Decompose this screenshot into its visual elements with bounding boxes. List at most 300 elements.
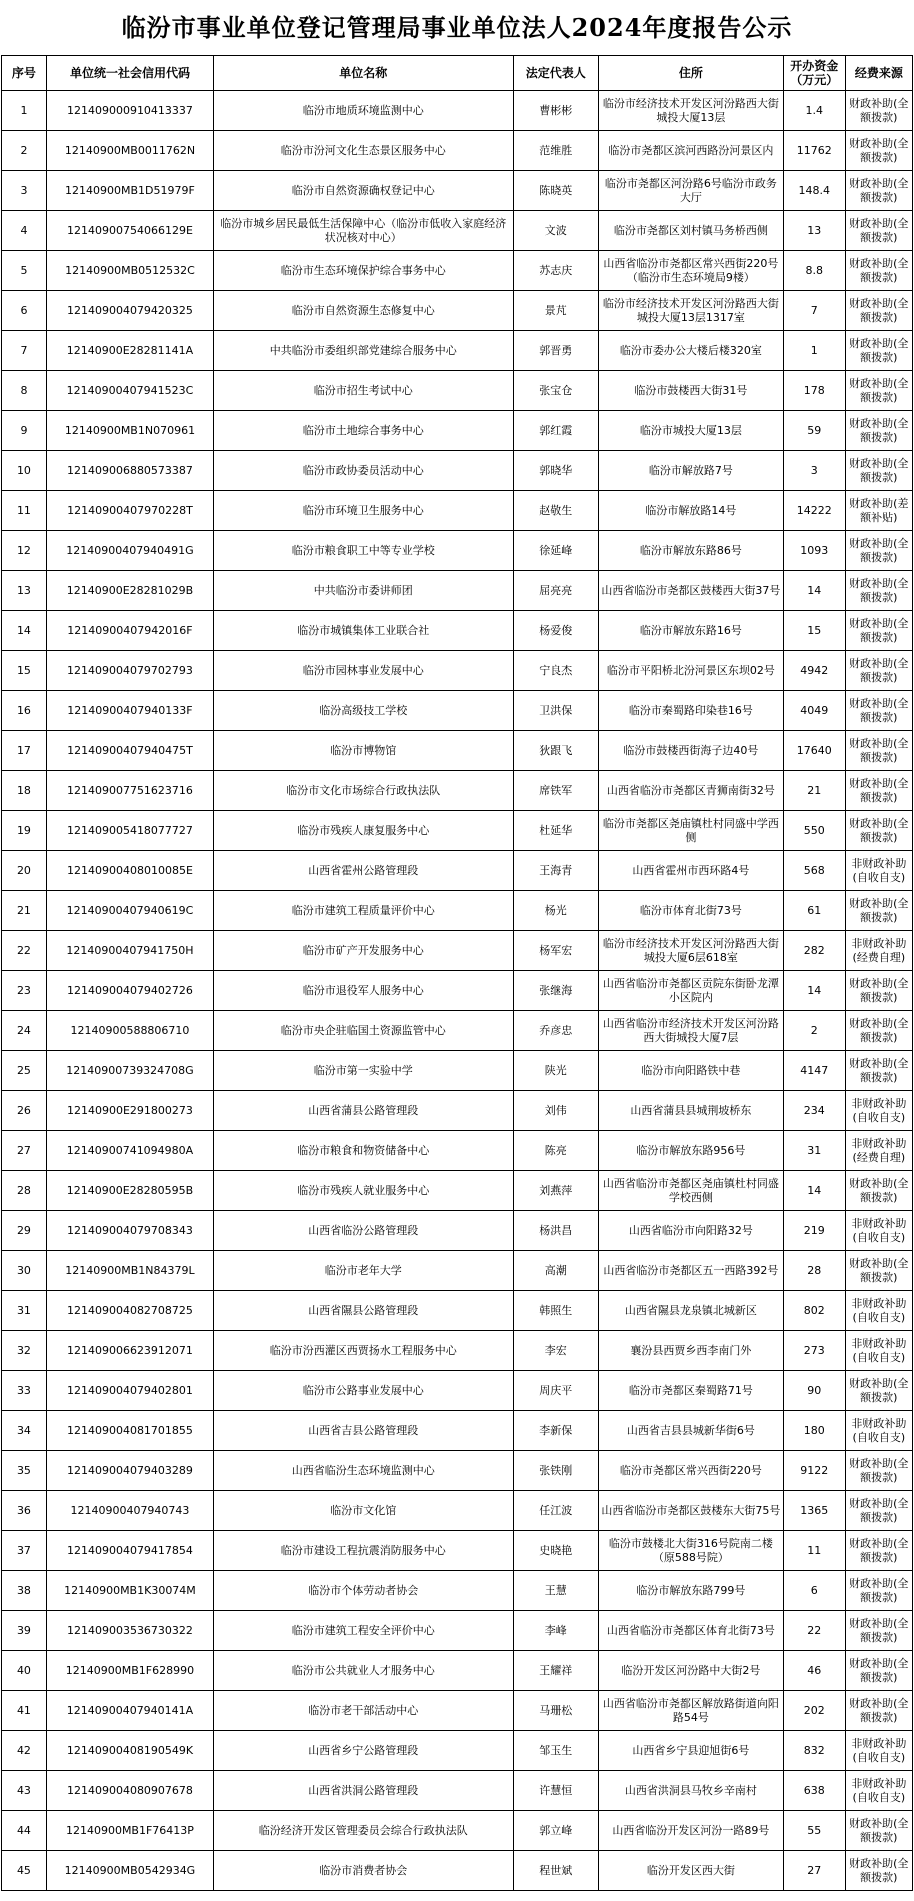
cell-name: 临汾市政协委员活动中心	[214, 451, 514, 491]
cell-type: 财政补助(全额拨款)	[845, 1051, 912, 1091]
cell-no: 9	[2, 411, 47, 451]
table-row	[2, 1171, 913, 1211]
cell-type: 财政补助(全额拨款)	[845, 251, 912, 291]
cell-no: 18	[2, 771, 47, 811]
cell-code: 12140900407941750H	[46, 931, 213, 971]
cell-addr: 临汾市经济技术开发区河汾路西大街城投大厦6层618室	[598, 931, 783, 971]
cell-fund: 219	[783, 1211, 845, 1251]
cell-type: 财政补助(全额拨款)	[845, 1611, 912, 1651]
cell-type: 财政补助(全额拨款)	[845, 571, 912, 611]
cell-fund: 832	[783, 1731, 845, 1771]
cell-code: 12140900MB1F628990	[46, 1651, 213, 1691]
cell-name: 临汾市残疾人康复服务中心	[214, 811, 514, 851]
table-row	[2, 1571, 913, 1611]
cell-code: 12140900408010085E	[46, 851, 213, 891]
cell-addr: 山西省临汾市向阳路32号	[598, 1211, 783, 1251]
cell-no: 32	[2, 1331, 47, 1371]
cell-code: 12140900739324708G	[46, 1051, 213, 1091]
cell-addr: 山西省临汾市尧都区解放路街道向阳路54号	[598, 1691, 783, 1731]
cell-fund: 14	[783, 1171, 845, 1211]
cell-code: 12140900E28281141A	[46, 331, 213, 371]
cell-type: 财政补助(全额拨款)	[845, 971, 912, 1011]
cell-rep: 郭红霞	[513, 411, 598, 451]
cell-no: 34	[2, 1411, 47, 1451]
cell-rep: 宁良杰	[513, 651, 598, 691]
cell-type: 非财政补助(自收自支)	[845, 1211, 912, 1251]
cell-no: 14	[2, 611, 47, 651]
header-no: 序号	[2, 56, 47, 91]
cell-rep: 屈亮亮	[513, 571, 598, 611]
cell-fund: 1093	[783, 531, 845, 571]
cell-no: 16	[2, 691, 47, 731]
cell-no: 4	[2, 211, 47, 251]
cell-rep: 李新保	[513, 1411, 598, 1451]
cell-no: 11	[2, 491, 47, 531]
cell-rep: 周庆平	[513, 1371, 598, 1411]
cell-name: 临汾市园林事业发展中心	[214, 651, 514, 691]
cell-fund: 273	[783, 1331, 845, 1371]
cell-code: 121409004082708725	[46, 1291, 213, 1331]
cell-fund: 1365	[783, 1491, 845, 1531]
cell-addr: 临汾市尧都区尧庙镇杜村同盛中学西侧	[598, 811, 783, 851]
cell-type: 非财政补助(自收自支)	[845, 1411, 912, 1451]
cell-rep: 狄跟飞	[513, 731, 598, 771]
cell-rep: 赵敬生	[513, 491, 598, 531]
cell-type: 财政补助(全额拨款)	[845, 891, 912, 931]
cell-name: 山西省霍州公路管理段	[214, 851, 514, 891]
cell-type: 财政补助(全额拨款)	[845, 291, 912, 331]
cell-fund: 4942	[783, 651, 845, 691]
cell-rep: 高潮	[513, 1251, 598, 1291]
cell-fund: 15	[783, 611, 845, 651]
cell-rep: 张继海	[513, 971, 598, 1011]
cell-name: 山西省乡宁公路管理段	[214, 1731, 514, 1771]
header-code: 单位统一社会信用代码	[46, 56, 213, 91]
cell-fund: 27	[783, 1851, 845, 1891]
cell-code: 121409006880573387	[46, 451, 213, 491]
cell-code: 121409004080907678	[46, 1771, 213, 1811]
cell-addr: 临汾市平阳桥北汾河景区东坝02号	[598, 651, 783, 691]
cell-type: 财政补助(全额拨款)	[845, 1851, 912, 1891]
table-row	[2, 1331, 913, 1371]
table-row	[2, 451, 913, 491]
cell-addr: 山西省霍州市西环路4号	[598, 851, 783, 891]
cell-no: 25	[2, 1051, 47, 1091]
cell-name: 临汾市老干部活动中心	[214, 1691, 514, 1731]
cell-rep: 席铁军	[513, 771, 598, 811]
cell-fund: 1	[783, 331, 845, 371]
cell-addr: 山西省乡宁县迎旭街6号	[598, 1731, 783, 1771]
cell-addr: 临汾开发区西大街	[598, 1851, 783, 1891]
cell-name: 临汾市自然资源生态修复中心	[214, 291, 514, 331]
cell-type: 财政补助(全额拨款)	[845, 1371, 912, 1411]
cell-code: 121409004079420325	[46, 291, 213, 331]
cell-addr: 山西省临汾市尧都区鼓楼东大街75号	[598, 1491, 783, 1531]
table-header-row	[2, 56, 913, 91]
cell-name: 临汾市第一实验中学	[214, 1051, 514, 1091]
cell-no: 8	[2, 371, 47, 411]
table-row	[2, 1131, 913, 1171]
cell-code: 12140900MB0011762N	[46, 131, 213, 171]
table-row	[2, 1051, 913, 1091]
cell-addr: 山西省临汾市尧都区贡院东街卧龙潭小区院内	[598, 971, 783, 1011]
cell-rep: 史晓艳	[513, 1531, 598, 1571]
cell-name: 临汾高级技工学校	[214, 691, 514, 731]
cell-no: 22	[2, 931, 47, 971]
cell-fund: 3	[783, 451, 845, 491]
cell-code: 12140900407940491G	[46, 531, 213, 571]
cell-no: 27	[2, 1131, 47, 1171]
cell-addr: 临汾市委办公大楼后楼320室	[598, 331, 783, 371]
cell-type: 财政补助(全额拨款)	[845, 1251, 912, 1291]
table-row	[2, 1811, 913, 1851]
cell-name: 临汾市个体劳动者协会	[214, 1571, 514, 1611]
cell-name: 临汾市地质环境监测中心	[214, 91, 514, 131]
cell-fund: 21	[783, 771, 845, 811]
cell-rep: 任江波	[513, 1491, 598, 1531]
cell-fund: 28	[783, 1251, 845, 1291]
cell-code: 12140900407970228T	[46, 491, 213, 531]
cell-fund: 638	[783, 1771, 845, 1811]
cell-no: 44	[2, 1811, 47, 1851]
cell-addr: 临汾市尧都区常兴西街220号	[598, 1451, 783, 1491]
cell-name: 临汾市矿产开发服务中心	[214, 931, 514, 971]
cell-type: 财政补助(全额拨款)	[845, 1811, 912, 1851]
cell-name: 山西省吉县公路管理段	[214, 1411, 514, 1451]
cell-addr: 山西省临汾市经济技术开发区河汾路西大街城投大厦7层	[598, 1011, 783, 1051]
cell-no: 29	[2, 1211, 47, 1251]
cell-type: 财政补助(全额拨款)	[845, 171, 912, 211]
cell-addr: 山西省临汾开发区河汾一路89号	[598, 1811, 783, 1851]
table-row	[2, 611, 913, 651]
cell-name: 山西省洪洞公路管理段	[214, 1771, 514, 1811]
cell-name: 临汾市建筑工程质量评价中心	[214, 891, 514, 931]
table-row	[2, 131, 913, 171]
cell-rep: 李宏	[513, 1331, 598, 1371]
cell-name: 临汾市汾西灌区西贾扬水工程服务中心	[214, 1331, 514, 1371]
cell-name: 临汾市生态环境保护综合事务中心	[214, 251, 514, 291]
cell-addr: 临汾市解放东路799号	[598, 1571, 783, 1611]
cell-type: 财政补助(全额拨款)	[845, 731, 912, 771]
cell-addr: 襄汾县西贾乡西李南门外	[598, 1331, 783, 1371]
cell-addr: 临汾市尧都区滨河西路汾河景区内	[598, 131, 783, 171]
header-fund: 开办资金（万元）	[783, 56, 845, 91]
table-row	[2, 1731, 913, 1771]
cell-rep: 杨光	[513, 891, 598, 931]
cell-code: 121409000910413337	[46, 91, 213, 131]
cell-rep: 乔彦忠	[513, 1011, 598, 1051]
cell-type: 财政补助(全额拨款)	[845, 1011, 912, 1051]
cell-code: 12140900407940133F	[46, 691, 213, 731]
cell-name: 临汾市建筑工程安全评价中心	[214, 1611, 514, 1651]
cell-type: 财政补助(全额拨款)	[845, 1571, 912, 1611]
cell-addr: 临汾市尧都区河汾路6号临汾市政务大厅	[598, 171, 783, 211]
cell-addr: 临汾市解放东路956号	[598, 1131, 783, 1171]
table-row	[2, 1411, 913, 1451]
cell-rep: 郭晋勇	[513, 331, 598, 371]
cell-fund: 4147	[783, 1051, 845, 1091]
cell-fund: 282	[783, 931, 845, 971]
cell-no: 6	[2, 291, 47, 331]
table-row	[2, 1611, 913, 1651]
table-row	[2, 91, 913, 131]
cell-fund: 568	[783, 851, 845, 891]
cell-code: 12140900MB1D51979F	[46, 171, 213, 211]
cell-type: 财政补助(全额拨款)	[845, 1531, 912, 1571]
cell-addr: 临汾市城投大厦13层	[598, 411, 783, 451]
cell-addr: 临汾市鼓楼西街海子边40号	[598, 731, 783, 771]
cell-no: 23	[2, 971, 47, 1011]
cell-code: 121409004079417854	[46, 1531, 213, 1571]
table-row	[2, 251, 913, 291]
cell-code: 12140900407940475T	[46, 731, 213, 771]
cell-no: 36	[2, 1491, 47, 1531]
cell-name: 临汾市粮食和物资储备中心	[214, 1131, 514, 1171]
cell-code: 12140900MB0542934G	[46, 1851, 213, 1891]
cell-type: 非财政补助(自收自支)	[845, 1771, 912, 1811]
cell-no: 39	[2, 1611, 47, 1651]
cell-addr: 山西省隰县龙泉镇北城新区	[598, 1291, 783, 1331]
cell-no: 28	[2, 1171, 47, 1211]
table-row	[2, 1651, 913, 1691]
cell-rep: 陕光	[513, 1051, 598, 1091]
cell-addr: 山西省蒲县县城荆坡桥东	[598, 1091, 783, 1131]
table-row	[2, 851, 913, 891]
cell-fund: 55	[783, 1811, 845, 1851]
cell-name: 山西省临汾生态环境监测中心	[214, 1451, 514, 1491]
cell-type: 财政补助(差额补贴)	[845, 491, 912, 531]
cell-code: 12140900E291800273	[46, 1091, 213, 1131]
cell-rep: 杨洪昌	[513, 1211, 598, 1251]
cell-type: 非财政补助(自收自支)	[845, 1731, 912, 1771]
cell-name: 临汾市建设工程抗震消防服务中心	[214, 1531, 514, 1571]
cell-type: 财政补助(全额拨款)	[845, 531, 912, 571]
cell-rep: 邹玉生	[513, 1731, 598, 1771]
cell-rep: 陈亮	[513, 1131, 598, 1171]
cell-addr: 临汾市经济技术开发区河汾路西大街城投大厦13层1317室	[598, 291, 783, 331]
cell-type: 财政补助(全额拨款)	[845, 451, 912, 491]
header-rep: 法定代表人	[513, 56, 598, 91]
table-row	[2, 971, 913, 1011]
cell-code: 12140900MB1N84379L	[46, 1251, 213, 1291]
cell-code: 12140900407940141A	[46, 1691, 213, 1731]
cell-fund: 31	[783, 1131, 845, 1171]
header-name: 单位名称	[214, 56, 514, 91]
table-row	[2, 371, 913, 411]
cell-rep: 许慧恒	[513, 1771, 598, 1811]
cell-fund: 2	[783, 1011, 845, 1051]
cell-addr: 山西省临汾市尧都区青狮南街32号	[598, 771, 783, 811]
cell-code: 12140900407942016F	[46, 611, 213, 651]
cell-fund: 22	[783, 1611, 845, 1651]
cell-addr: 临汾市尧都区刘村镇马务桥西侧	[598, 211, 783, 251]
cell-type: 非财政补助(自收自支)	[845, 1291, 912, 1331]
cell-no: 19	[2, 811, 47, 851]
table-row	[2, 1691, 913, 1731]
cell-type: 非财政补助(自收自支)	[845, 1091, 912, 1131]
cell-rep: 曹彬彬	[513, 91, 598, 131]
cell-no: 31	[2, 1291, 47, 1331]
cell-fund: 1.4	[783, 91, 845, 131]
table-row	[2, 491, 913, 531]
table-row	[2, 531, 913, 571]
cell-fund: 14	[783, 971, 845, 1011]
cell-fund: 14222	[783, 491, 845, 531]
table-row	[2, 1451, 913, 1491]
table-row	[2, 931, 913, 971]
cell-no: 3	[2, 171, 47, 211]
table-row	[2, 891, 913, 931]
cell-name: 临汾市环境卫生服务中心	[214, 491, 514, 531]
cell-addr: 山西省临汾市尧都区体育北街73号	[598, 1611, 783, 1651]
cell-type: 财政补助(全额拨款)	[845, 1691, 912, 1731]
cell-type: 财政补助(全额拨款)	[845, 331, 912, 371]
cell-name: 临汾市残疾人就业服务中心	[214, 1171, 514, 1211]
cell-name: 临汾市招生考试中心	[214, 371, 514, 411]
cell-fund: 11762	[783, 131, 845, 171]
cell-name: 中共临汾市委讲师团	[214, 571, 514, 611]
cell-rep: 陈晓英	[513, 171, 598, 211]
table-body	[2, 91, 913, 1891]
cell-fund: 59	[783, 411, 845, 451]
cell-type: 非财政补助(自收自支)	[845, 851, 912, 891]
table-row	[2, 571, 913, 611]
cell-fund: 9122	[783, 1451, 845, 1491]
table-row	[2, 291, 913, 331]
cell-type: 财政补助(全额拨款)	[845, 651, 912, 691]
cell-addr: 临汾市尧都区秦蜀路71号	[598, 1371, 783, 1411]
cell-no: 24	[2, 1011, 47, 1051]
cell-no: 1	[2, 91, 47, 131]
cell-addr: 临汾市鼓楼北大街316号院南二楼（原588号院）	[598, 1531, 783, 1571]
cell-rep: 苏志庆	[513, 251, 598, 291]
cell-code: 12140900MB1N070961	[46, 411, 213, 451]
table-row	[2, 171, 913, 211]
cell-no: 20	[2, 851, 47, 891]
cell-name: 山西省蒲县公路管理段	[214, 1091, 514, 1131]
cell-rep: 程世斌	[513, 1851, 598, 1891]
cell-code: 12140900E28280595B	[46, 1171, 213, 1211]
cell-rep: 徐延峰	[513, 531, 598, 571]
cell-code: 121409007751623716	[46, 771, 213, 811]
cell-rep: 王耀祥	[513, 1651, 598, 1691]
cell-type: 财政补助(全额拨款)	[845, 371, 912, 411]
cell-no: 13	[2, 571, 47, 611]
cell-code: 12140900407941523C	[46, 371, 213, 411]
cell-rep: 张宝仓	[513, 371, 598, 411]
table-row	[2, 1091, 913, 1131]
cell-code: 121409004081701855	[46, 1411, 213, 1451]
cell-code: 121409004079403289	[46, 1451, 213, 1491]
cell-no: 2	[2, 131, 47, 171]
cell-addr: 山西省洪洞县马牧乡辛南村	[598, 1771, 783, 1811]
cell-rep: 杜延华	[513, 811, 598, 851]
cell-type: 财政补助(全额拨款)	[845, 611, 912, 651]
cell-fund: 7	[783, 291, 845, 331]
table-row	[2, 771, 913, 811]
cell-type: 非财政补助(经费自理)	[845, 1131, 912, 1171]
cell-fund: 17640	[783, 731, 845, 771]
cell-fund: 6	[783, 1571, 845, 1611]
cell-fund: 802	[783, 1291, 845, 1331]
cell-type: 财政补助(全额拨款)	[845, 1451, 912, 1491]
table-row	[2, 731, 913, 771]
cell-addr: 临汾市解放路14号	[598, 491, 783, 531]
cell-addr: 临汾开发区河汾路中大街2号	[598, 1651, 783, 1691]
cell-fund: 180	[783, 1411, 845, 1451]
cell-no: 7	[2, 331, 47, 371]
cell-rep: 马珊松	[513, 1691, 598, 1731]
cell-rep: 刘伟	[513, 1091, 598, 1131]
cell-type: 财政补助(全额拨款)	[845, 211, 912, 251]
cell-no: 38	[2, 1571, 47, 1611]
report-table	[1, 55, 913, 1891]
cell-fund: 61	[783, 891, 845, 931]
header-type: 经费来源	[845, 56, 912, 91]
cell-name: 临汾经济开发区管理委员会综合行政执法队	[214, 1811, 514, 1851]
table-row	[2, 331, 913, 371]
cell-name: 临汾市公路事业发展中心	[214, 1371, 514, 1411]
cell-name: 临汾市城乡居民最低生活保障中心（临汾市低收入家庭经济状况核对中心）	[214, 211, 514, 251]
cell-code: 12140900MB1K30074M	[46, 1571, 213, 1611]
cell-name: 中共临汾市委组织部党建综合服务中心	[214, 331, 514, 371]
cell-code: 12140900E28281029B	[46, 571, 213, 611]
cell-rep: 李峰	[513, 1611, 598, 1651]
cell-type: 财政补助(全额拨款)	[845, 1171, 912, 1211]
table-row	[2, 1371, 913, 1411]
page-title: 临汾市事业单位登记管理局事业单位法人2024年度报告公示	[121, 13, 793, 42]
cell-code: 121409004079402726	[46, 971, 213, 1011]
cell-rep: 韩照生	[513, 1291, 598, 1331]
cell-code: 12140900588806710	[46, 1011, 213, 1051]
cell-type: 财政补助(全额拨款)	[845, 1651, 912, 1691]
cell-fund: 178	[783, 371, 845, 411]
cell-rep: 卫洪保	[513, 691, 598, 731]
cell-name: 临汾市消费者协会	[214, 1851, 514, 1891]
cell-addr: 山西省临汾市尧都区五一西路392号	[598, 1251, 783, 1291]
cell-code: 12140900741094980A	[46, 1131, 213, 1171]
header-addr: 住所	[598, 56, 783, 91]
cell-rep: 王海青	[513, 851, 598, 891]
table-row	[2, 1251, 913, 1291]
cell-no: 17	[2, 731, 47, 771]
cell-fund: 13	[783, 211, 845, 251]
table-row	[2, 811, 913, 851]
cell-no: 26	[2, 1091, 47, 1131]
cell-addr: 临汾市解放东路16号	[598, 611, 783, 651]
cell-no: 43	[2, 1771, 47, 1811]
cell-type: 非财政补助(经费自理)	[845, 931, 912, 971]
cell-addr: 临汾市秦蜀路印染巷16号	[598, 691, 783, 731]
table-row	[2, 211, 913, 251]
cell-addr: 临汾市解放东路86号	[598, 531, 783, 571]
cell-code: 121409003536730322	[46, 1611, 213, 1651]
cell-name: 山西省临汾公路管理段	[214, 1211, 514, 1251]
cell-rep: 文波	[513, 211, 598, 251]
table-row	[2, 411, 913, 451]
cell-type: 财政补助(全额拨款)	[845, 691, 912, 731]
cell-no: 42	[2, 1731, 47, 1771]
cell-type: 财政补助(全额拨款)	[845, 411, 912, 451]
cell-fund: 4049	[783, 691, 845, 731]
cell-addr: 临汾市向阳路铁中巷	[598, 1051, 783, 1091]
cell-rep: 王慧	[513, 1571, 598, 1611]
cell-type: 财政补助(全额拨款)	[845, 811, 912, 851]
cell-code: 12140900MB0512532C	[46, 251, 213, 291]
cell-fund: 202	[783, 1691, 845, 1731]
cell-code: 12140900407940743	[46, 1491, 213, 1531]
cell-fund: 14	[783, 571, 845, 611]
